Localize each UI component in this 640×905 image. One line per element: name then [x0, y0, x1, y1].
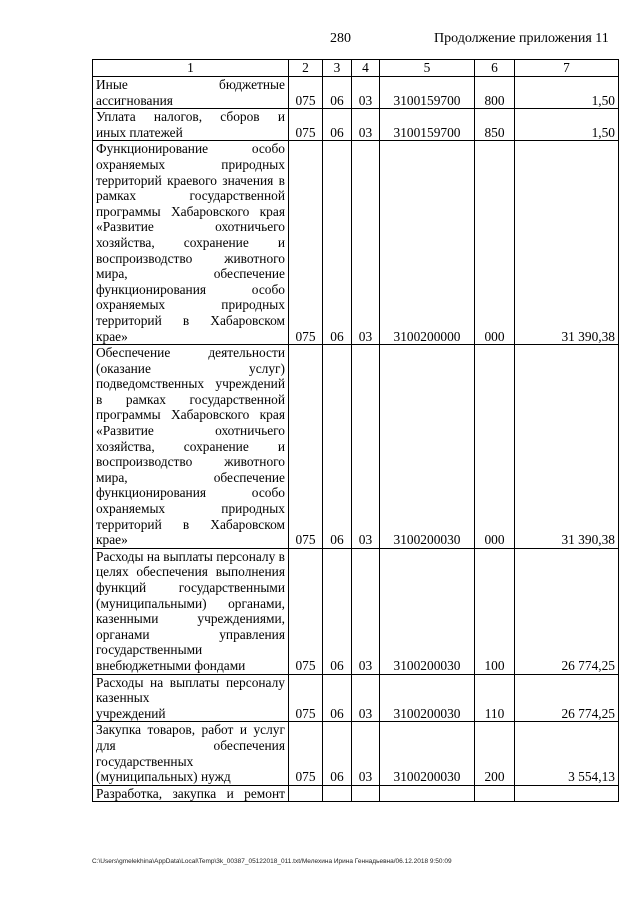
- subsection-code: 03: [352, 345, 380, 549]
- amount: 31 390,38: [515, 345, 619, 549]
- description-text: Расходы на выплаты персоналу в целях обеспечения выполнения функций государственными (муниципальными) органами, казенными учреждениями, органами управления государственными: [96, 548, 285, 658]
- expense-type-code: 000: [475, 141, 515, 345]
- amount: 31 390,38: [515, 141, 619, 345]
- amount: 26 774,25: [515, 548, 619, 674]
- section-code: 06: [323, 548, 352, 674]
- ministry-code: 075: [289, 674, 323, 722]
- description-last-line: ассигнования: [96, 92, 173, 108]
- target-article-code: [380, 785, 475, 802]
- amount: 1,50: [515, 109, 619, 141]
- section-code: 06: [323, 77, 352, 109]
- table-row: [93, 548, 619, 674]
- ministry-code: 075: [289, 548, 323, 674]
- target-article-code: 3100159700: [380, 109, 475, 141]
- ministry-code: 075: [289, 141, 323, 345]
- subsection-code: 03: [352, 674, 380, 722]
- ministry-code: [289, 785, 323, 802]
- column-number: 7: [515, 60, 619, 77]
- description-text: Расходы на выплаты персоналу казенных: [96, 674, 285, 706]
- section-code: 06: [323, 674, 352, 722]
- row-description: [93, 109, 289, 141]
- column-number: 4: [352, 60, 380, 77]
- target-article-code: 3100200000: [380, 141, 475, 345]
- table-row: [93, 141, 619, 345]
- column-number: 5: [380, 60, 475, 77]
- description-text: Разработка, закупка и ремонт: [96, 785, 285, 801]
- expense-type-code: 800: [475, 77, 515, 109]
- target-article-code: 3100200030: [380, 722, 475, 785]
- amount: 26 774,25: [515, 674, 619, 722]
- section-code: 06: [323, 722, 352, 785]
- row-description: [93, 674, 289, 722]
- description-text: Закупка товаров, работ и услуг для обеспечения государственных: [96, 722, 285, 769]
- subsection-code: 03: [352, 77, 380, 109]
- table-row: [93, 109, 619, 141]
- description-text: Иные бюджетные: [96, 77, 285, 92]
- subsection-code: 03: [352, 141, 380, 345]
- description-text: Уплата налогов, сборов и: [96, 109, 285, 125]
- budget-table: [92, 59, 619, 802]
- subsection-code: 03: [352, 109, 380, 141]
- ministry-code: 075: [289, 722, 323, 785]
- description-last-line: учреждений: [96, 705, 166, 721]
- expense-type-code: 850: [475, 109, 515, 141]
- description-last-line: крае»: [96, 532, 128, 548]
- section-code: [323, 785, 352, 802]
- row-description: [93, 785, 289, 802]
- description-text: Обеспечение деятельности (оказание услуг) подведомственных учреждений в рамках государственной программы Хабаровского края «Развитие охотничьего хозяйства, сохранение и воспроизводство животного мира, обеспечение функционирования особо охраняемых природных территорий в Хабаровском: [96, 345, 285, 532]
- ministry-code: 075: [289, 109, 323, 141]
- section-code: 06: [323, 345, 352, 549]
- page-number: 280: [330, 31, 351, 46]
- expense-type-code: 000: [475, 345, 515, 549]
- subsection-code: [352, 785, 380, 802]
- expense-type-code: [475, 785, 515, 802]
- ministry-code: 075: [289, 77, 323, 109]
- description-last-line: иных платежей: [96, 124, 183, 140]
- column-number: 2: [289, 60, 323, 77]
- row-description: [93, 548, 289, 674]
- table-row: [93, 77, 619, 109]
- amount: 1,50: [515, 77, 619, 109]
- subsection-code: 03: [352, 722, 380, 785]
- row-description: [93, 77, 289, 109]
- table-row: [93, 722, 619, 785]
- amount: [515, 785, 619, 802]
- expense-type-code: 100: [475, 548, 515, 674]
- section-code: 06: [323, 109, 352, 141]
- section-code: 06: [323, 141, 352, 345]
- expense-type-code: 110: [475, 674, 515, 722]
- ministry-code: 075: [289, 345, 323, 549]
- column-number: 3: [323, 60, 352, 77]
- file-path-footer: C:\Users\gmelekhina\AppData\Local\Temp\3k_00387_05122018_011.txt/Мелехина Ирина Геннадьевна/06.12.2018 9:50:09: [92, 858, 452, 865]
- column-number: 1: [93, 60, 289, 77]
- column-number-row: [93, 60, 619, 77]
- target-article-code: 3100200030: [380, 548, 475, 674]
- target-article-code: 3100200030: [380, 674, 475, 722]
- table-row: [93, 674, 619, 722]
- amount: 3 554,13: [515, 722, 619, 785]
- description-last-line: (муниципальных) нужд: [96, 769, 231, 785]
- row-description: [93, 141, 289, 345]
- target-article-code: 3100200030: [380, 345, 475, 549]
- appendix-title: Продолжение приложения 11: [434, 31, 609, 46]
- table-row: [93, 785, 619, 802]
- table-row: [93, 345, 619, 549]
- row-description: [93, 345, 289, 549]
- description-text: Функционирование особо охраняемых природных территорий краевого значения в рамках государственной программы Хабаровского края «Развитие охотничьего хозяйства, сохранение и воспроизводство животного мира, обеспечение функционирования особо охраняемых природных территорий в Хабаровском: [96, 141, 285, 328]
- subsection-code: 03: [352, 548, 380, 674]
- row-description: [93, 722, 289, 785]
- expense-type-code: 200: [475, 722, 515, 785]
- column-number: 6: [475, 60, 515, 77]
- description-last-line: крае»: [96, 328, 128, 344]
- target-article-code: 3100159700: [380, 77, 475, 109]
- description-last-line: внебюджетными фондами: [96, 657, 246, 673]
